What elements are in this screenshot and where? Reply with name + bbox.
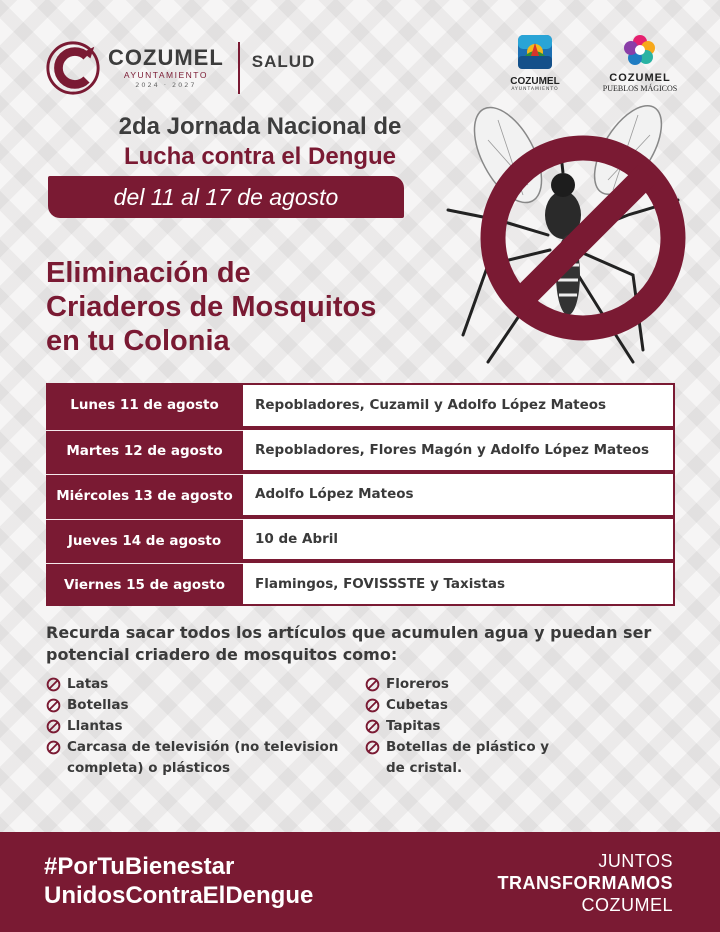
list-item-label: Cubetas bbox=[386, 697, 448, 713]
schedule-day: Jueves 14 de agosto bbox=[46, 519, 243, 562]
list-item bbox=[46, 716, 366, 737]
schedule-day: Martes 12 de agosto bbox=[46, 430, 243, 473]
list-item-label: Carcasa de televisión (no television completa) o plásticos bbox=[67, 739, 339, 776]
schedule-colonias: Repobladores, Flores Magón y Adolfo López Mateos bbox=[243, 430, 675, 473]
slogan-line2: TRANSFORMAMOS bbox=[497, 873, 673, 893]
headline-line2: Criaderos de Mosquitos bbox=[46, 291, 377, 323]
list-item bbox=[365, 674, 685, 695]
event-title-line1: 2da Jornada Nacional de bbox=[118, 113, 402, 140]
list-item bbox=[365, 695, 685, 716]
prohibited-icon bbox=[46, 677, 61, 692]
list-item bbox=[365, 716, 685, 737]
hashtags bbox=[44, 852, 313, 910]
headline bbox=[46, 256, 476, 358]
list-item-label: Botellas bbox=[67, 697, 129, 713]
schedule-colonias: Repobladores, Cuzamil y Adolfo López Mateos bbox=[243, 383, 675, 428]
schedule-table bbox=[46, 383, 675, 606]
date-range: del 11 al 17 de agosto bbox=[113, 183, 339, 210]
prohibited-icon bbox=[365, 698, 380, 713]
logo-divider bbox=[238, 42, 240, 94]
event-title-line2: Lucha contra el Dengue bbox=[123, 143, 397, 170]
prohibited-icon bbox=[46, 698, 61, 713]
schedule-day: Viernes 15 de agosto bbox=[46, 563, 243, 606]
table-row bbox=[46, 517, 675, 562]
cozumel-emblem-icon bbox=[515, 32, 555, 72]
list-item-label: Floreros bbox=[386, 676, 449, 692]
table-row bbox=[46, 383, 675, 428]
logo3-subtitle: PUEBLOS MÁGICOS bbox=[602, 84, 678, 93]
department-label: SALUD bbox=[251, 52, 316, 71]
logo-name: COZUMEL bbox=[108, 45, 224, 70]
slogan bbox=[440, 850, 673, 916]
prohibited-icon bbox=[46, 740, 61, 755]
prohibited-icon bbox=[365, 677, 380, 692]
list-item bbox=[365, 737, 685, 779]
logo2-name: COZUMEL bbox=[510, 76, 560, 87]
headline-line3: en tu Colonia bbox=[46, 325, 230, 357]
pinwheel-icon bbox=[622, 32, 658, 68]
schedule-day: Miércoles 13 de agosto bbox=[46, 474, 243, 517]
list-item bbox=[46, 737, 366, 779]
prohibited-icon bbox=[365, 740, 380, 755]
list-item-label: Latas bbox=[67, 676, 109, 692]
items-list-left bbox=[46, 674, 366, 779]
pueblos-magicos-logo bbox=[600, 32, 680, 102]
schedule-colonias: Adolfo López Mateos bbox=[243, 474, 675, 517]
list-item-label: Llantas bbox=[67, 718, 123, 734]
no-mosquito-icon bbox=[428, 100, 698, 370]
prohibited-icon bbox=[365, 719, 380, 734]
cozumel-ayuntamiento-logo bbox=[500, 32, 570, 102]
table-row bbox=[46, 561, 675, 606]
logo-subtitle: AYUNTAMIENTO bbox=[123, 70, 208, 80]
prohibited-icon bbox=[46, 719, 61, 734]
list-item-label: Botellas de plástico y de cristal. bbox=[386, 739, 550, 776]
hashtag-bienestar: #PorTuBienestar bbox=[44, 853, 235, 880]
table-row bbox=[46, 428, 675, 473]
headline-line1: Eliminación de bbox=[46, 257, 251, 289]
logo3-name: COZUMEL bbox=[609, 72, 671, 84]
cozumel-seal-icon bbox=[44, 39, 102, 97]
list-item bbox=[46, 674, 366, 695]
logo2-subtitle: AYUNTAMIENTO bbox=[511, 87, 559, 92]
slogan-line1: JUNTOS bbox=[598, 851, 673, 871]
slogan-line3: COZUMEL bbox=[581, 895, 673, 915]
list-item bbox=[46, 695, 366, 716]
schedule-colonias: Flamingos, FOVISSSTE y Taxistas bbox=[243, 563, 675, 606]
date-banner bbox=[48, 176, 404, 218]
items-list-right bbox=[365, 674, 685, 779]
logo-years: 2024 · 2027 bbox=[135, 81, 197, 89]
cozumel-salud-logo bbox=[44, 38, 344, 98]
schedule-colonias: 10 de Abril bbox=[243, 519, 675, 562]
list-item-label: Tapitas bbox=[386, 718, 441, 734]
reminder-text: Recurda sacar todos los artículos que acumulen agua y puedan ser potencial criadero de mosquitos como: bbox=[46, 623, 652, 664]
hashtag-dengue: UnidosContraElDengue bbox=[44, 882, 314, 909]
table-row bbox=[46, 472, 675, 517]
schedule-day: Lunes 11 de agosto bbox=[46, 383, 243, 428]
